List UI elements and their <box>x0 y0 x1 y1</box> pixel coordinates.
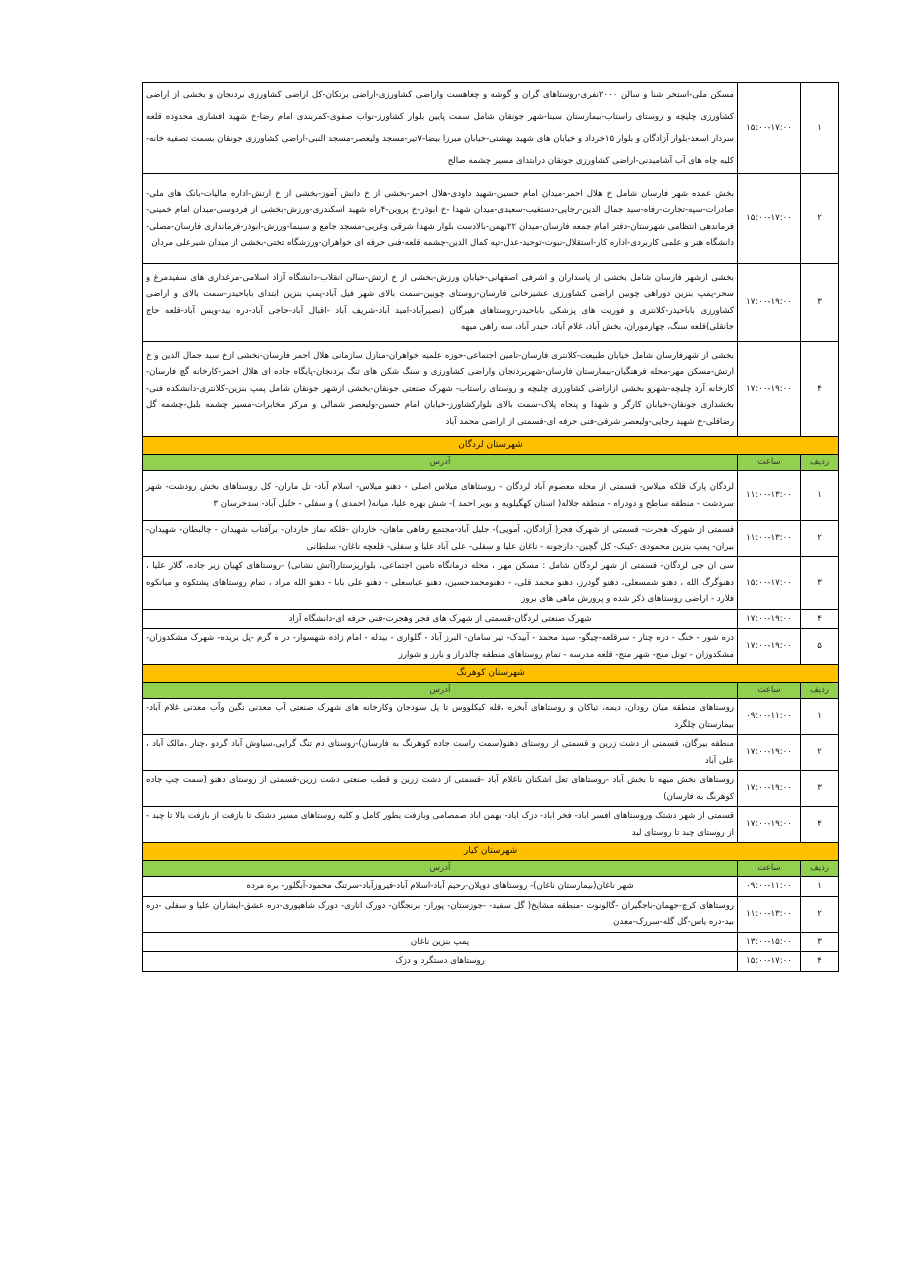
address-cell: روستاهای منطقه میان رودان، دیمه، تیاکان و روستاهای آبخره ،قله کیکلووس تا پل سودجان وکارخانه های شهرک صنعتی آب معدنی نگین وآب معدنی غلام آباد- بیمارستان چلگرد <box>143 699 738 735</box>
address-cell: مسکن ملی-استخر شنا و سالن ۲۰۰۰نفری-روستاهای گران و گوشه و چغاهست واراضی کشاورزی-اراضی برنکان-کل اراضی کشاورزی بردنجان و بخشی از اراضی کشاورزی چلیچه و روستای راستاب-بیمارستان سینا-شهر جونقان شامل سمت پایین بلوار کشاورز-نواب صفوی-کمربندی امام رضا-خ شهید افشاری محدوده قلعه سردار اسعد-بلوار آزادگان و بلوار ۱۵خرداد و خیابان های شهید بهشتی-خیابان میرزا بیضا-۷تیر-مسجد ولیعصر-مسجد النبی-اراضی کشاورزی جونقان بسمت تصفیه خانه-کلیه چاه های آب آشامیدنی-اراضی کشاورزی جونقان درابتدای مسیر چشمه صالح <box>143 83 738 174</box>
time-range: ۱۷:۰۰-۱۹:۰۰ <box>738 807 801 843</box>
address-cell: سی ان جی لردگان- قسمتی از شهر لردگان شامل : مسکن مهر ، محله درمانگاه تامین اجتماعی، بلوارپرستار(آتش نشانی) -روستاهای کهیان زیر جاده، گلار علیا ، دهنوگرگ الله ، دهنو شمسعلی، دهنو گودرز، دهنو محمد قلی، - دهنومحمدحسین، دهنو عباسعلی - دهنو علی بابا - دهنو الله مراد ، تمام روستاهای پشتکوه و میانکوه فلارد - اراضی روستاهای ذکر شده و پرورش ماهی های بروز <box>143 557 738 610</box>
address-cell: منطقه بیرگان، قسمتی از دشت زرین و قسمتی از روستای دهنو(سمت راست جاده کوهرنگ به فارسان)-روستای دم تنگ گرایی،سیاوش آباد گردو ،چنار ،مالک آباد ، علی آباد <box>143 735 738 771</box>
address-cell: لردگان پارک قلکه میلاس- قسمتی از محله معصوم آباد لردگان - روستاهای میلاس اصلی - دهنو میلاس- اسلام آباد- تل ماران- کل روستاهای بخش رودشت- شهر سردشت - منطقه ساطح و دودراه - منطقه جلاله( استان کهگیلویه و بویر احمد )- شش بهره علیا، میانه( احمدی ) و سفلی - خلیل آباد- سدخرسان ۳ <box>143 471 738 521</box>
outage-schedule-table <box>142 82 839 972</box>
address-cell: قسمتی از شهر دشتک وروستاهای افسر اباد- فخر اباد- دزک اباد- بهمن اباد صمصامی وبازفت بطور کامل و کلیه روستاهای مسیر دشتک تا بازفت از بازفت بالا تا چبد - از روستای چبد تا روستای لبد <box>143 807 738 843</box>
time-range: ۱۷:۰۰-۱۹:۰۰ <box>738 342 801 437</box>
time-header: ساعت <box>738 455 801 471</box>
time-range: ۱۷:۰۰-۱۹:۰۰ <box>738 609 801 629</box>
radif-header: ردیف <box>801 683 839 699</box>
time-range: ۱۱:۰۰-۱۳:۰۰ <box>738 471 801 521</box>
row-number: ۳ <box>801 264 839 342</box>
time-range: ۰۹:۰۰-۱۱:۰۰ <box>738 877 801 897</box>
table-row <box>143 932 839 952</box>
table-row <box>143 735 839 771</box>
table-row <box>143 629 839 665</box>
address-cell: قسمتی از شهرک هجرت- قسمتی از شهرک فجر( آزادگان، آمویی)- جلیل آباد-مجتمع رفاهی ماهان- خاردان -قلکه نماز خاردان- برآفتاب شهیدان - چالبطان- شهیدان- بیران- پمپ بنزین محمودی -کینک- کل گچین- دارجونه - ناغان علیا و سفلی- علی آباد علیا و سفلی- قلعچه ناغان- سلطانی <box>143 521 738 557</box>
address-cell: بخشی از شهرفارسان شامل خیابان طبیعت-کلانتری فارسان-تامین اجتماعی-حوزه علمیه خواهران-منازل سازمانی هلال احمر فارسان-بخشی ازخ سید جمال الدین و خ ارتش-مسکن مهر-محله فرهنگیان-بیمارستان فارسان-شهربردنجان واراضی کشاورزی و سنگ شکن های تنگ بردنجان-پایگاه جاده ای هلال احمر-کارخانه گچ فارسان-کارخانه آرد چلیچه-شهرو بخشی ازاراضی کشاورزی چلیچه و روستای راستاب- شهرک صنعتی جونقان-بخشی ازشهر جونقان شامل پمپ بنزین-کلانتری-دانشکده فنی-بخشداری جونقان-خیابان کارگر و شهدا و پنجاه پلاک-سمت بالای بلوارکشاورز-خیابان امام حسین-ولیعصر شمالی و مرکز مخابرات-مسیر چشمه بلبل-چشمه گل رضاقلی-خ شهید رجایی-ولیعصر شرقی-فنی حرفه ای-قسمتی از اراضی محمد آباد <box>143 342 738 437</box>
city-title: شهرستان کوهرنگ <box>143 665 839 683</box>
column-header-row <box>143 683 839 699</box>
table-row <box>143 877 839 897</box>
table-row <box>143 83 839 174</box>
row-number: ۴ <box>801 609 839 629</box>
row-number: ۴ <box>801 807 839 843</box>
row-number: ۴ <box>801 952 839 972</box>
row-number: ۱ <box>801 471 839 521</box>
time-header: ساعت <box>738 861 801 877</box>
address-header: آدرس <box>143 683 738 699</box>
address-cell: شهر ناغان(بیمارستان ناغان)- روستاهای دوپلان-رحیم آباد-اسلام آباد-فیروزآباد-سرتنگ محمود-آبگلور- بره مرده <box>143 877 738 897</box>
time-range: ۱۱:۰۰-۱۳:۰۰ <box>738 896 801 932</box>
table-row <box>143 471 839 521</box>
time-range: ۱۵:۰۰-۱۷:۰۰ <box>738 174 801 264</box>
row-number: ۲ <box>801 896 839 932</box>
time-range: ۱۱:۰۰-۱۳:۰۰ <box>738 521 801 557</box>
row-number: ۲ <box>801 174 839 264</box>
row-number: ۲ <box>801 521 839 557</box>
column-header-row <box>143 861 839 877</box>
address-cell: بخشی ازشهر فارسان شامل بخشی از پاسداران و اشرفی اصفهانی-خیابان ورزش-بخشی از خ ارتش-سالن انقلاب-دانشگاه آزاد اسلامی-مرغداری های سفیدمرغ و سحر-پمپ بنزین دوراهی چوبین اراضی کشاورزی عشیرخانی فارسان-روستای چوبین-سمت بالای شهر فیل آباد-پمپ بنزین ابتدای باباحیدر-سمت بالای و اراضی کشاورزی باباحیدر-کلانتری و فوریت های پزشکی باباحیدر-روستاهای هیرگان (نصیرآباد-امید آباد-شریف آباد -اقبال آباد-حاجی آباد-دره بید-ویس آباد-قلعه حاج جانقلی)قلعه سنگ، چهارموران، بخش آباد، غلام آباد، حیدر آباد، سه راهی میهه <box>143 264 738 342</box>
address-cell: بخش عمده شهر فارسان شامل خ هلال احمر-میدان امام حسین-شهید داودی-هلال احمر-بخشی از خ دانش آموز-بخشی از خ ارتش-اداره مالیات-بانک های ملی-صادرات-سپه-تجارت-رفاه-سید جمال الدین-رجایی-دستغیب-سعیدی-میدان شهدا -خ ابوذر-خ پروین-۴راه شهید اسکندری-ورزش-بخشی از فردوسی-میدان امام خمینی-فرماندهی انتظامی شهرستان-دفتر امام جمعه فارسان-میدان ۲۲بهمن-بالادست بلوار شهدا شرقی وغربی-مسجد جامع و سینما-ورزش-ابوذر-فرمانداری فارسان-مصلی-دانشگاه هنر و علمی کاربردی-اداره کار-استقلال-نبوت-توحید-عدل-تپه کمال الدین-چشمه قلعه-فنی حرفه ای خواهران-ورزشگاه تختی-بخشی از میدان شیرعلی مردان <box>143 174 738 264</box>
address-cell: روستاهای بخش میهه تا بخش آباد -روستاهای تعل اشکنان ناغلام آباد -قسمتی از دشت زرین و قطب صنعتی دشت زرین-قسمتی از روستای دهنو (سمت چپ جاده کوهرنگ به فارسان) <box>143 771 738 807</box>
address-cell: پمپ بنزین ناغان <box>143 932 738 952</box>
row-number: ۳ <box>801 932 839 952</box>
table-row <box>143 609 839 629</box>
row-number: ۱ <box>801 83 839 174</box>
address-cell: دره شور - خنگ - دره چنار - سرقلعه-چیگو- سید محمد - آبیدک- تیر سامان- البرز آباد - گلواری - بیدله - امام زاده شهسوار- در ه گرم -پل بریده- شهرک مشکدوزان- مشکدوزان - تونل منج- شهر منج- قلعه مدرسه - تمام روستاهای منطقه چالدراز و بارز و شوارز <box>143 629 738 665</box>
time-range: ۱۳:۰۰-۱۵:۰۰ <box>738 932 801 952</box>
time-range: ۱۵:۰۰-۱۷:۰۰ <box>738 557 801 610</box>
row-number: ۵ <box>801 629 839 665</box>
column-header-row <box>143 455 839 471</box>
table-row <box>143 771 839 807</box>
table-row <box>143 952 839 972</box>
table-row <box>143 557 839 610</box>
time-range: ۱۷:۰۰-۱۹:۰۰ <box>738 771 801 807</box>
address-cell: روستاهای کرچ-جهمان-باجگیران -گالونوت -منطقه مشایخ( گل سفید- -جوزستان- پوراز- برنجگان- دورک اناری- دورک شاهپوری-دره عشق-ایشاران علیا و سفلی -دره بید-دره یاس-گل گله-سررک-معدن <box>143 896 738 932</box>
city-header-row <box>143 437 839 455</box>
time-header: ساعت <box>738 683 801 699</box>
table-row <box>143 699 839 735</box>
row-number: ۱ <box>801 699 839 735</box>
radif-header: ردیف <box>801 861 839 877</box>
address-header: آدرس <box>143 861 738 877</box>
city-header-row <box>143 665 839 683</box>
time-range: ۱۷:۰۰-۱۹:۰۰ <box>738 264 801 342</box>
time-range: ۰۹:۰۰-۱۱:۰۰ <box>738 699 801 735</box>
address-cell: شهرک صنعتی لردگان-قسمتی از شهرک های فجر وهجرت-فنی حرفه ای-دانشگاه آزاد <box>143 609 738 629</box>
time-range: ۱۵:۰۰-۱۷:۰۰ <box>738 952 801 972</box>
table-row <box>143 896 839 932</box>
city-header-row <box>143 843 839 861</box>
city-title: شهرستان کیار <box>143 843 839 861</box>
table-row <box>143 807 839 843</box>
row-number: ۲ <box>801 735 839 771</box>
city-title: شهرستان لردگان <box>143 437 839 455</box>
table-row <box>143 342 839 437</box>
table-row <box>143 521 839 557</box>
radif-header: ردیف <box>801 455 839 471</box>
table-row <box>143 174 839 264</box>
time-range: ۱۷:۰۰-۱۹:۰۰ <box>738 735 801 771</box>
address-cell: روستاهای دستگرد و دزک <box>143 952 738 972</box>
time-range: ۱۷:۰۰-۱۹:۰۰ <box>738 629 801 665</box>
row-number: ۳ <box>801 771 839 807</box>
row-number: ۳ <box>801 557 839 610</box>
row-number: ۱ <box>801 877 839 897</box>
row-number: ۴ <box>801 342 839 437</box>
time-range: ۱۵:۰۰-۱۷:۰۰ <box>738 83 801 174</box>
table-row <box>143 264 839 342</box>
address-header: آدرس <box>143 455 738 471</box>
